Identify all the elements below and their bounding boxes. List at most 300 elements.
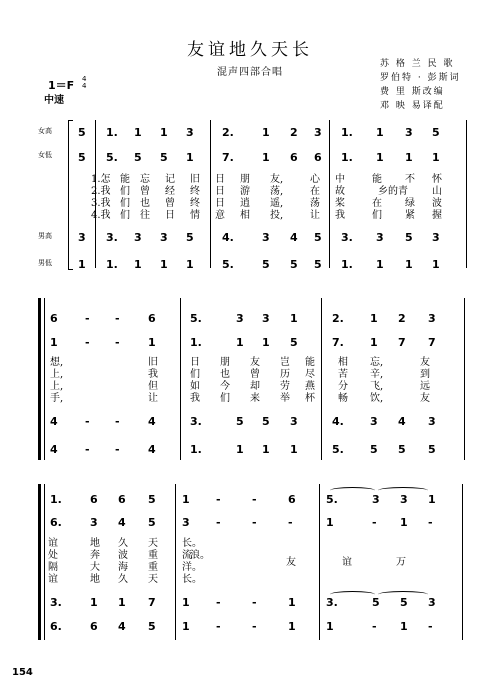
note: 1. — [341, 151, 353, 164]
note: 5. — [106, 151, 118, 164]
note: 2. — [332, 312, 344, 325]
note: 1 — [428, 493, 436, 506]
note: 5 — [262, 258, 270, 271]
lyric-syllable: 想, — [50, 357, 64, 368]
note: - — [288, 516, 293, 529]
bass-row — [0, 620, 500, 634]
lyric-syllable: 日 — [215, 174, 225, 185]
note: 5 — [148, 516, 156, 529]
lyric-syllable: 故 — [335, 186, 345, 197]
note: - — [85, 443, 90, 456]
note: 3 — [186, 126, 194, 139]
lyric-syllable: 终 — [190, 198, 200, 209]
lyric-syllable: 也 — [220, 369, 230, 380]
note: 3 — [182, 516, 190, 529]
note: 4 — [118, 620, 126, 633]
part-label-tenor: 男高 — [38, 232, 52, 240]
note: 5. — [190, 312, 202, 325]
lyric-syllable: 辛, — [370, 369, 384, 380]
lyric-syllable: 友 — [286, 557, 296, 568]
lyric-line — [0, 206, 500, 221]
lyric-syllable: 历 — [280, 369, 290, 380]
note: 1 — [400, 516, 408, 529]
lyric-syllable: 中 — [335, 174, 345, 185]
lyric-syllable: 波 — [118, 550, 128, 561]
lyric-syllable: 能 — [120, 174, 130, 185]
note: 1 — [376, 258, 384, 271]
note: 5 — [314, 231, 322, 244]
lyric-line — [0, 194, 500, 209]
lyric-syllable: 杯 — [305, 393, 315, 404]
lyric-syllable: 友 — [420, 393, 430, 404]
lyric-syllable: 地 — [90, 538, 100, 549]
note: 2 — [290, 126, 298, 139]
note: - — [115, 443, 120, 456]
lyric-syllable: 终 — [190, 186, 200, 197]
note: 4 — [50, 415, 58, 428]
lyric-syllable: 劳 — [280, 381, 290, 392]
lyric-line — [0, 353, 500, 368]
lyric-syllable: 燕 — [305, 381, 315, 392]
note: 3 — [376, 231, 384, 244]
lyric-syllable: 我 — [148, 369, 158, 380]
note: 6. — [50, 620, 62, 633]
lyric-syllable: 浪。 — [190, 550, 210, 561]
note: 7 — [148, 596, 156, 609]
lyric-syllable: 记 — [165, 174, 175, 185]
lyric-syllable: 苦 — [338, 369, 348, 380]
lyric-syllable: 们 — [372, 210, 382, 221]
note: 3 — [90, 516, 98, 529]
lyric-syllable: 们 — [120, 186, 130, 197]
note: - — [85, 312, 90, 325]
alto-row — [0, 516, 500, 530]
note: 1 — [405, 258, 413, 271]
lyric-line — [0, 170, 500, 185]
lyric-syllable: 分 — [338, 381, 348, 392]
lyric-syllable: 海 — [118, 562, 128, 573]
lyric-syllable: 但 — [148, 381, 158, 392]
lyric-syllable: 投, — [270, 210, 284, 221]
lyric-syllable: 万 — [396, 557, 406, 568]
lyric-syllable: 遥, — [270, 198, 284, 209]
note: 1 — [288, 620, 296, 633]
lyric-syllable: 往 — [140, 210, 150, 221]
part-label-alto: 女低 — [38, 151, 52, 159]
note: 1 — [290, 443, 298, 456]
note: - — [252, 516, 257, 529]
note: 1 — [186, 258, 194, 271]
note: 5 — [290, 258, 298, 271]
note: 4 — [398, 415, 406, 428]
lyric-syllable: 3.我 — [91, 198, 111, 209]
note: 6 — [50, 312, 58, 325]
part-label-bass: 男低 — [38, 259, 52, 267]
note: 5 — [262, 415, 270, 428]
note: 6 — [148, 312, 156, 325]
note: 6 — [90, 493, 98, 506]
note: 3 — [428, 596, 436, 609]
note: - — [115, 312, 120, 325]
lyric-line — [0, 377, 500, 392]
lyric-syllable: 经 — [165, 186, 175, 197]
note: 1 — [290, 312, 298, 325]
note: 3 — [432, 231, 440, 244]
note: 1 — [236, 336, 244, 349]
bass-row — [0, 443, 500, 457]
lyric-syllable: 握 — [432, 210, 442, 221]
note: 3 — [262, 312, 270, 325]
lyric-syllable: 谊 — [48, 574, 58, 585]
time-signature: 4 4 — [82, 75, 87, 90]
lyric-syllable: 友 — [420, 357, 430, 368]
lyric-syllable: 岂 — [280, 357, 290, 368]
note: 7. — [332, 336, 344, 349]
note: 1 — [182, 620, 190, 633]
song-title: 友谊地久天长 — [187, 40, 313, 60]
note: 5 — [370, 443, 378, 456]
lyric-syllable: 们 — [120, 210, 130, 221]
lyric-syllable: 们 — [220, 393, 230, 404]
note: 3 — [428, 415, 436, 428]
note: - — [216, 596, 221, 609]
note: 5 — [372, 596, 380, 609]
note: 4. — [332, 415, 344, 428]
note: - — [252, 493, 257, 506]
note: 1 — [160, 126, 168, 139]
lyric-syllable: 飞, — [370, 381, 384, 392]
note: 1 — [134, 126, 142, 139]
credit-line: 邓 映 易译配 — [380, 101, 445, 111]
tenor-row — [0, 596, 500, 610]
lyric-syllable: 忘 — [140, 174, 150, 185]
note: 1 — [376, 151, 384, 164]
note: 3. — [326, 596, 338, 609]
note: 5 — [398, 443, 406, 456]
lyric-syllable: 们 — [120, 198, 130, 209]
note: - — [115, 415, 120, 428]
note: 7. — [222, 151, 234, 164]
lyric-syllable: 荡 — [310, 198, 320, 209]
lyric-line — [0, 365, 500, 380]
note: 3. — [50, 596, 62, 609]
lyric-syllable: 曾 — [165, 198, 175, 209]
lyric-syllable: 让 — [148, 393, 158, 404]
page-number: 154 — [12, 667, 33, 678]
lyric-syllable: 4.我 — [91, 210, 111, 221]
note: 4. — [222, 231, 234, 244]
note: 3 — [160, 231, 168, 244]
note: 6 — [314, 151, 322, 164]
note: 1 — [118, 596, 126, 609]
note: 3 — [290, 415, 298, 428]
lyric-syllable: 谊 — [48, 538, 58, 549]
note: 1 — [370, 336, 378, 349]
lyric-syllable: 曾 — [250, 369, 260, 380]
lyric-line — [0, 553, 500, 568]
lyric-syllable: 我 — [190, 393, 200, 404]
note: 1 — [50, 336, 58, 349]
lyric-syllable: 逍 — [240, 198, 250, 209]
lyric-syllable: 畅 — [338, 393, 348, 404]
note: 5 — [148, 493, 156, 506]
tempo-marking: 中速 — [44, 95, 64, 106]
note: 5 — [186, 231, 194, 244]
lyric-syllable: 久 — [118, 538, 128, 549]
note: - — [85, 336, 90, 349]
lyric-syllable: 忘, — [370, 357, 384, 368]
note: 1 — [182, 596, 190, 609]
lyric-syllable: 长。 — [182, 574, 202, 585]
lyric-syllable: 日 — [215, 186, 225, 197]
note: 3. — [106, 231, 118, 244]
alto-row — [0, 336, 500, 350]
note: 3 — [370, 415, 378, 428]
lyric-syllable: 桨 — [335, 198, 345, 209]
note: 5 — [134, 151, 142, 164]
lyric-syllable: 手, — [50, 393, 64, 404]
song-subtitle: 混声四部合唱 — [217, 67, 283, 78]
lyric-syllable: 大 — [90, 562, 100, 573]
soprano-row — [0, 312, 500, 326]
note: 5 — [160, 151, 168, 164]
note: - — [252, 620, 257, 633]
note: 6 — [290, 151, 298, 164]
key-signature: 1＝F — [48, 79, 75, 92]
lyric-syllable: 山 — [432, 186, 442, 197]
note: 3 — [400, 493, 408, 506]
lyric-syllable: 1.怎 — [91, 174, 111, 185]
note: 6. — [50, 516, 62, 529]
note: 7 — [398, 336, 406, 349]
note: 1 — [288, 596, 296, 609]
note: 5 — [400, 596, 408, 609]
note: 3. — [341, 231, 353, 244]
lyric-syllable: 乡的青 — [378, 186, 408, 197]
note: 6 — [288, 493, 296, 506]
lyric-syllable: 旧 — [190, 174, 200, 185]
note: 1 — [432, 151, 440, 164]
lyric-syllable: 日 — [215, 198, 225, 209]
lyric-syllable: 到 — [420, 369, 430, 380]
lyric-line — [0, 389, 500, 404]
note: 1 — [160, 258, 168, 271]
note: 1 — [236, 443, 244, 456]
note: - — [216, 620, 221, 633]
lyric-syllable: 意 — [215, 210, 225, 221]
lyric-syllable: 相 — [338, 357, 348, 368]
note: - — [428, 620, 433, 633]
note: 1 — [78, 258, 86, 271]
note: - — [216, 493, 221, 506]
note: 1. — [341, 126, 353, 139]
lyric-syllable: 紧 — [405, 210, 415, 221]
note: 5 — [405, 231, 413, 244]
note: - — [372, 516, 377, 529]
lyric-syllable: 饮, — [370, 393, 384, 404]
note: - — [372, 620, 377, 633]
lyric-syllable: 友 — [250, 357, 260, 368]
lyric-syllable: 流 — [182, 550, 192, 561]
note: 1 — [186, 151, 194, 164]
lyric-syllable: 重 — [148, 550, 158, 561]
note: - — [85, 415, 90, 428]
lyric-syllable: 地 — [90, 574, 100, 585]
lyric-syllable: 来 — [250, 393, 260, 404]
lyric-syllable: 友, — [270, 174, 284, 185]
lyric-syllable: 波 — [432, 198, 442, 209]
lyric-syllable: 怀 — [432, 174, 442, 185]
lyric-syllable: 在 — [372, 198, 382, 209]
note: 1 — [182, 493, 190, 506]
note: 1 — [326, 516, 334, 529]
credit-line: 苏 格 兰 民 歌 — [380, 59, 455, 69]
note: 4 — [148, 443, 156, 456]
note: 5. — [222, 258, 234, 271]
note: 1. — [341, 258, 353, 271]
note: 5. — [332, 443, 344, 456]
lyric-syllable: 上, — [50, 381, 64, 392]
lyric-syllable: 久 — [118, 574, 128, 585]
lyric-syllable: 能 — [372, 174, 382, 185]
note: 6 — [90, 620, 98, 633]
note: 3 — [314, 126, 322, 139]
note: 1 — [262, 126, 270, 139]
note: 4 — [148, 415, 156, 428]
lyric-syllable: 谊 — [342, 557, 352, 568]
credit-line: 费 里 斯改编 — [380, 87, 445, 97]
note: 1. — [106, 258, 118, 271]
note: 3 — [428, 312, 436, 325]
note: 5 — [432, 126, 440, 139]
note: - — [115, 336, 120, 349]
note: 1 — [90, 596, 98, 609]
note: 5 — [236, 415, 244, 428]
bass-row — [0, 258, 500, 272]
lyric-syllable: 重 — [148, 562, 158, 573]
note: 2. — [222, 126, 234, 139]
note: 1. — [50, 493, 62, 506]
lyric-syllable: 洋。 — [182, 562, 202, 573]
note: 5 — [428, 443, 436, 456]
note: - — [428, 516, 433, 529]
note: 3 — [405, 126, 413, 139]
note: 3 — [134, 231, 142, 244]
note: 3 — [78, 231, 86, 244]
note: 1 — [262, 151, 270, 164]
lyric-syllable: 2.我 — [91, 186, 111, 197]
note: 5 — [148, 620, 156, 633]
lyric-line — [0, 534, 500, 549]
note: 1 — [370, 312, 378, 325]
note: 5 — [78, 151, 86, 164]
note: 1. — [106, 126, 118, 139]
lyric-syllable: 远 — [420, 381, 430, 392]
note: 5 — [314, 258, 322, 271]
note: 3 — [372, 493, 380, 506]
note: 1. — [190, 443, 202, 456]
lyric-syllable: 游 — [240, 186, 250, 197]
note: 3 — [262, 231, 270, 244]
lyric-syllable: 情 — [190, 210, 200, 221]
lyric-syllable: 今 — [220, 381, 230, 392]
lyric-syllable: 如 — [190, 381, 200, 392]
soprano-row — [0, 126, 500, 140]
credit-line: 罗伯特 · 彭斯词 — [380, 73, 461, 83]
lyric-syllable: 旧 — [148, 357, 158, 368]
lyric-syllable: 能 — [305, 357, 315, 368]
note: 1 — [148, 336, 156, 349]
note: 1 — [326, 620, 334, 633]
note: 1 — [262, 336, 270, 349]
note: 5 — [78, 126, 86, 139]
lyric-syllable: 让 — [310, 210, 320, 221]
note: 1 — [432, 258, 440, 271]
part-label-soprano: 女高 — [38, 127, 52, 135]
lyric-syllable: 上, — [50, 369, 64, 380]
lyric-syllable: 曾 — [140, 186, 150, 197]
note: 4 — [50, 443, 58, 456]
lyric-syllable: 奔 — [90, 550, 100, 561]
lyric-syllable: 们 — [190, 369, 200, 380]
lyric-line — [0, 570, 500, 585]
lyric-syllable: 也 — [140, 198, 150, 209]
note: 1 — [376, 126, 384, 139]
lyric-syllable: 我 — [335, 210, 345, 221]
lyric-syllable: 心 — [310, 174, 320, 185]
lyric-syllable: 朋 — [220, 357, 230, 368]
note: 1 — [400, 620, 408, 633]
lyric-syllable: 朋 — [240, 174, 250, 185]
note: 1 — [134, 258, 142, 271]
note: 3. — [190, 415, 202, 428]
lyric-syllable: 不 — [405, 174, 415, 185]
lyric-syllable: 举 — [280, 393, 290, 404]
lyric-syllable: 却 — [250, 381, 260, 392]
lyric-syllable: 天 — [148, 538, 158, 549]
lyric-syllable: 天 — [148, 574, 158, 585]
note: - — [216, 516, 221, 529]
note: 4 — [290, 231, 298, 244]
lyric-syllable: 日 — [190, 357, 200, 368]
note: 5. — [326, 493, 338, 506]
note: 1. — [190, 336, 202, 349]
lyric-syllable: 隔 — [48, 562, 58, 573]
note: 6 — [118, 493, 126, 506]
lyric-syllable: 尽 — [305, 369, 315, 380]
tenor-row — [0, 231, 500, 245]
lyric-syllable: 日 — [165, 210, 175, 221]
lyric-syllable: 绿 — [405, 198, 415, 209]
note: 7 — [428, 336, 436, 349]
note: 2 — [398, 312, 406, 325]
lyric-syllable: 处 — [48, 550, 58, 561]
lyric-syllable: 相 — [240, 210, 250, 221]
note: 5 — [290, 336, 298, 349]
note: 3 — [236, 312, 244, 325]
lyric-syllable: 在 — [310, 186, 320, 197]
note: 1 — [262, 443, 270, 456]
lyric-syllable: 长。 — [182, 538, 202, 549]
lyric-line — [0, 182, 500, 197]
tenor-row — [0, 415, 500, 429]
note: 4 — [118, 516, 126, 529]
soprano-row — [0, 493, 500, 507]
lyric-syllable: 荡, — [270, 186, 284, 197]
note: - — [252, 596, 257, 609]
note: 1 — [405, 151, 413, 164]
alto-row — [0, 151, 500, 165]
